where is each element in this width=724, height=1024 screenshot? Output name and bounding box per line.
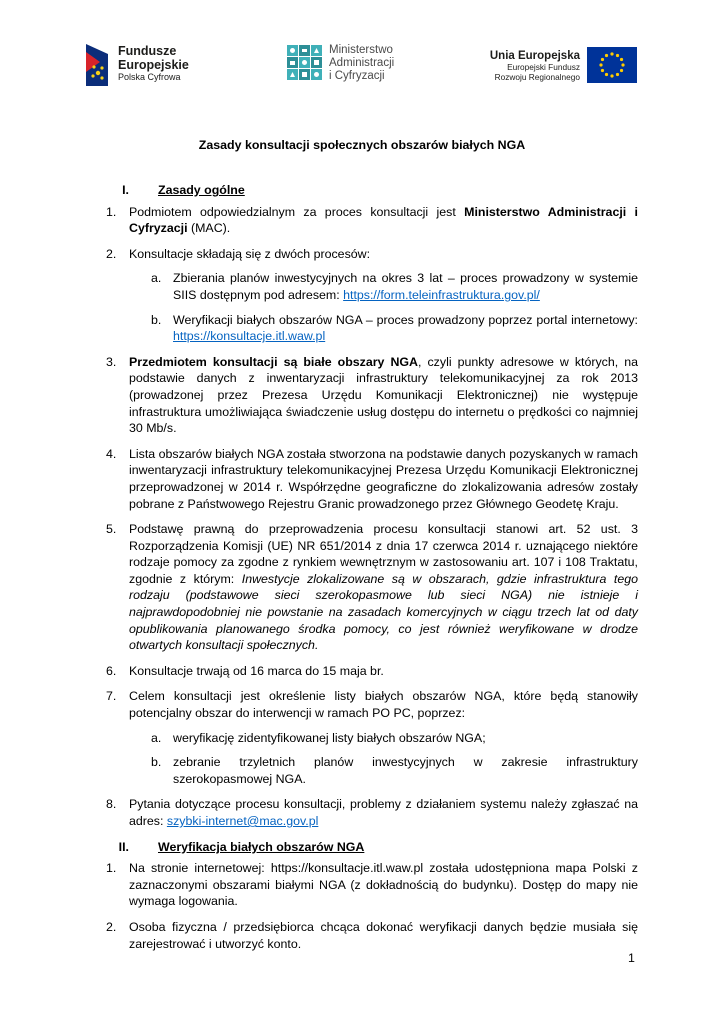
sub-item-text <box>173 312 638 345</box>
eu-star-icon <box>610 74 613 77</box>
fundusze-europejskie-emblem-icon <box>86 42 112 86</box>
section-title: Weryfikacja białych obszarów NGA <box>158 839 365 854</box>
item-text: Lista obszarów białych NGA została stworzona na podstawie danych pozyskanych w ramach inwentaryzacji infrastruktury telekomunikacyjnej Prezesa Urzędu Komunikacji Elektronicznej przeprowadzonej w 2014 r. Współrzędne geograficzne do zlokalizowania adresów zostały pobrane z Państwowego Rejestru Granic prowadzonego przez Głównego Geodetę Kraju. <box>129 446 638 511</box>
contact-email-link[interactable]: szybki-internet@mac.gov.pl <box>166 814 319 828</box>
item-number: 8. <box>106 797 117 812</box>
siis-form-link[interactable]: https://form.teleinfrastruktura.gov.pl/ <box>343 287 540 302</box>
item-bold-text: Ministerstwo Administracji i Cyfryzacji <box>129 204 638 236</box>
fe-logo-line3: Polska Cyfrowa <box>118 72 181 83</box>
item-text: Na stronie internetowej: https://konsultacje.itl.waw.pl została udostępniona mapa Polski z zaznaczonymi obszarami białymi NGA (z dokładnością do budynku). Dostęp do mapy nie wymaga logowania. <box>129 861 638 909</box>
sub-item-text: weryfikację zidentyfikowanej listy białych obszarów NGA; <box>173 730 486 745</box>
konsultacje-portal-link[interactable]: https://konsultacje.itl.waw.pl <box>173 329 326 344</box>
sub-item-letter: b. <box>151 312 162 327</box>
ministerstwo-logo <box>287 44 394 83</box>
item-number: 4. <box>106 446 117 461</box>
item-text-part: , czyli punkty adresowe w których, na podstawie danych z inwentaryzacji infrastruktury telekomunikacyjnej za rok 2013 (prowadzonej przez Prezesa Urzędu Komunikacji Elektronicznej) nie występuje infrastruktura umożliwiająca świadczenie usług dostępu do internetu o prędkości co najmniej 30 Mb/s. <box>129 354 639 436</box>
item-text-part: Podmiotem odpowiedzialnym za proces konsultacji jest <box>129 204 465 219</box>
fundusze-europejskie-logo <box>86 42 189 86</box>
item-number: 3. <box>106 354 117 369</box>
page-number: 1 <box>628 951 635 965</box>
eu-star-icon <box>599 63 602 66</box>
ministerstwo-emblem-icon <box>287 45 323 83</box>
eu-star-icon <box>616 54 619 57</box>
item-text-part: Pytania dotyczące procesu konsultacji, problemy z działaniem systemu należy zgłaszać na adres: <box>129 797 638 828</box>
item-italic-quote: Inwestycje zlokalizowane są w obszarach, gdzie infrastruktura tego rodzaju (podstawowe sieci szerokopasmowe lub sieci NGA) nie istnieje i najprawdopodobniej nie powstanie na zasadach komercyjnych w ciągu trzech lat od daty opublikowania planowanego środka pomocy, co jest również weryfikowane w drodze otwartych konsultacji społecznych. <box>129 571 638 653</box>
item-text <box>129 354 638 437</box>
item-number: 7. <box>106 689 117 704</box>
list-item <box>92 919 638 952</box>
sub-item <box>151 730 638 747</box>
document-body <box>92 182 638 961</box>
section-number: II. <box>118 839 129 854</box>
sub-item-text-part: Weryfikacji białych obszarów NGA – proces prowadzony poprzez portal internetowy: <box>173 312 638 327</box>
item-text: Konsultacje trwają od 16 marca do 15 maja br. <box>129 663 384 678</box>
list-item <box>92 521 638 654</box>
eu-star-icon <box>605 54 608 57</box>
item-text-part: (MAC). <box>187 221 231 236</box>
fe-logo-line1: Fundusze <box>118 43 177 58</box>
ue-logo-line1: Unia Europejska <box>489 50 580 62</box>
eu-star-icon <box>620 58 623 61</box>
eu-star-icon <box>616 73 619 76</box>
list-item <box>92 663 638 680</box>
eu-star-icon <box>601 69 604 72</box>
sub-item-text <box>173 270 638 303</box>
item-number: 5. <box>106 522 117 537</box>
item-text <box>129 688 638 787</box>
item-text-part: Celem konsultacji jest określenie listy białych obszarów NGA, które będą stanowiły potencjalny obszar do interwencji w ramach PO PC, poprzez: <box>129 689 638 721</box>
sub-item <box>151 312 638 345</box>
list-item <box>92 688 638 787</box>
list-item <box>92 796 638 829</box>
list-item <box>92 246 638 345</box>
item-number: 1. <box>106 204 117 219</box>
ue-logo-line3: Rozwoju Regionalnego <box>494 71 580 82</box>
sub-item-text: zebranie trzyletnich planów inwestycyjnych w zakresie infrastruktury szerokopasmowej NGA. <box>173 755 638 786</box>
sub-list <box>129 730 638 788</box>
item-number: 6. <box>106 663 117 678</box>
list-item <box>92 446 638 512</box>
item-text <box>129 204 638 237</box>
fe-logo-line2: Europejskie <box>118 57 189 72</box>
sub-item <box>151 270 638 303</box>
item-number: 2. <box>106 246 117 261</box>
item-text-part: Konsultacje składają się z dwóch procesów: <box>129 246 371 261</box>
eu-star-icon <box>601 58 604 61</box>
eu-star-icon <box>621 63 624 66</box>
section-heading-2 <box>92 839 638 856</box>
list-item <box>92 354 638 437</box>
item-bold-text: Przedmiotem konsultacji są białe obszary NGA <box>129 354 419 369</box>
list-item <box>92 860 638 910</box>
eu-star-icon <box>605 73 608 76</box>
ue-logo-line2: Europejski Fundusz <box>507 62 580 73</box>
item-text <box>129 521 638 654</box>
eu-flag-icon <box>587 47 637 83</box>
sub-item-letter: a. <box>151 730 162 745</box>
item-number: 2. <box>106 919 117 934</box>
item-text <box>129 796 638 829</box>
sub-item-text-part: Zbierania planów inwestycyjnych na okres 3 lat – proces prowadzony w systemie SIIS dostępnym pod adresem: <box>173 271 638 302</box>
section-number: I. <box>122 183 129 197</box>
list-item <box>92 204 638 237</box>
section-heading-1 <box>92 182 638 199</box>
eu-star-icon <box>620 69 623 72</box>
item-text <box>129 246 638 345</box>
item-number: 1. <box>106 861 117 876</box>
document-title: Zasady konsultacji społecznych obszarów białych NGA <box>198 138 526 152</box>
mac-logo-line1: Ministerstwo <box>329 44 393 56</box>
sub-item-letter: b. <box>151 755 162 770</box>
sub-item <box>151 754 638 787</box>
sub-item-letter: a. <box>151 271 162 286</box>
section-title: Zasady ogólne <box>158 183 245 197</box>
mac-logo-line2: Administracji <box>329 57 395 69</box>
eu-star-icon <box>610 52 613 55</box>
sub-list <box>129 270 638 344</box>
unia-europejska-logo-text <box>484 50 580 82</box>
item-text: Osoba fizyczna / przedsiębiorca chcąca dokonać weryfikacji danych będzie musiała się zarejestrować i utworzyć konto. <box>129 919 638 951</box>
mac-logo-line3: i Cyfryzacji <box>329 70 385 82</box>
item-text-part: Podstawę prawną do przeprowadzenia procesu konsultacji stanowi art. 52 ust. 3 Rozporządzenia Komisji (UE) NR 651/2014 z dnia 17 czerwca 2014 r. uznającego niektóre rodzaje pomocy za zgodne z rynkiem wewnętrznym w zastosowaniu art. 107 i 108 Traktatu, zgodnie z którym: <box>129 522 638 586</box>
